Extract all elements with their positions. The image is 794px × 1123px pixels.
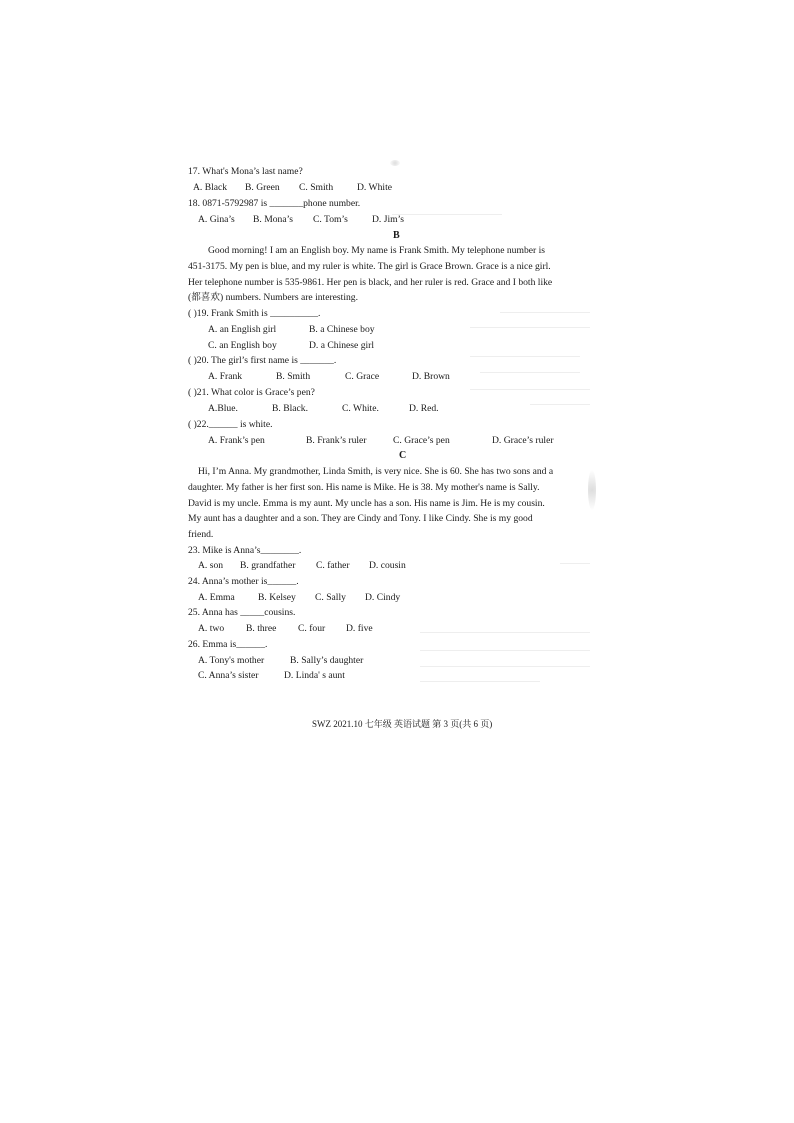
bleed-through-mark [420, 632, 590, 633]
page-footer: SWZ 2021.10 七年级 英语试题 第 3 页(共 6 页) [312, 719, 493, 729]
q18-option-c: C. Tom’s [313, 214, 348, 225]
question-23: 23. Mike is Anna’s________. [188, 545, 302, 556]
q22-option-b: B. Frank’s ruler [306, 435, 367, 446]
q19-option-a: A. an English girl [208, 324, 277, 335]
q21-option-c: C. White. [342, 403, 379, 414]
q20-option-c: C. Grace [345, 371, 380, 382]
q21-option-b: B. Black. [272, 403, 308, 414]
q26-option-a: A. Tony's mother [198, 655, 265, 666]
q24-option-b: B. Kelsey [258, 592, 296, 603]
q25-option-d: D. five [346, 623, 373, 634]
question-17: 17. What's Mona’s last name? [188, 166, 303, 177]
passage-c-line: daughter. My father is her first son. His name is Mike. He is 38. My mother's name is Sally. [188, 482, 540, 493]
bleed-through-mark [392, 214, 502, 215]
question-25: 25. Anna has _____cousins. [188, 607, 296, 618]
q18-option-d: D. Jim’s [372, 214, 404, 225]
bleed-through-mark [480, 372, 580, 373]
q26-option-d: D. Linda' s aunt [284, 670, 345, 681]
q25-option-a: A. two [198, 623, 225, 634]
q25-option-b: B. three [246, 623, 277, 634]
q23-option-a: A. son [198, 560, 224, 571]
section-c-heading: C [399, 450, 407, 461]
q20-option-a: A. Frank [208, 371, 243, 382]
q22-option-a: A. Frank’s pen [208, 435, 265, 446]
passage-b-line: 451-3175. My pen is blue, and my ruler is white. The girl is Grace Brown. Grace is a nice girl. [188, 261, 551, 272]
passage-b-line: Her telephone number is 535-9861. Her pen is black, and her ruler is red. Grace and I both like [188, 277, 553, 288]
q26-option-c: C. Anna’s sister [198, 670, 259, 681]
q26-option-b: B. Sally’s daughter [290, 655, 364, 666]
scan-smudge [390, 160, 400, 166]
question-26: 26. Emma is______. [188, 639, 268, 650]
q19-option-d: D. a Chinese girl [309, 340, 375, 351]
q22-option-c: C. Grace’s pen [393, 435, 450, 446]
passage-c-line: friend. [188, 529, 214, 540]
bleed-through-mark [530, 404, 590, 405]
bleed-through-mark [420, 666, 590, 667]
q21-option-d: D. Red. [409, 403, 439, 414]
q22-option-d: D. Grace’s ruler [492, 435, 554, 446]
q20-option-d: D. Brown [412, 371, 450, 382]
q17-option-d: D. White [357, 182, 392, 193]
bleed-through-mark [420, 681, 540, 682]
section-b-heading: B [393, 230, 400, 241]
q24-option-a: A. Emma [198, 592, 235, 603]
q23-option-d: D. cousin [369, 560, 406, 571]
q17-option-c: C. Smith [299, 182, 334, 193]
bleed-through-mark [560, 563, 590, 564]
q19-option-c: C. an English boy [208, 340, 277, 351]
q25-option-c: C. four [298, 623, 326, 634]
bleed-through-mark [500, 312, 590, 313]
bleed-through-mark [470, 356, 580, 357]
question-19: ( )19. Frank Smith is __________. [188, 308, 321, 319]
passage-c-line: Hi, I’m Anna. My grandmother, Linda Smith, is very nice. She is 60. She has two sons and a [198, 466, 554, 477]
question-24: 24. Anna’s mother is______. [188, 576, 299, 587]
q24-option-c: C. Sally [315, 592, 346, 603]
q18-option-b: B. Mona’s [253, 214, 293, 225]
passage-b-line: (都喜欢) numbers. Numbers are interesting. [188, 292, 358, 303]
question-22: ( )22.______ is white. [188, 419, 273, 430]
question-20: ( )20. The girl’s first name is _______. [188, 355, 337, 366]
bleed-through-mark [470, 389, 590, 390]
passage-c-line: David is my uncle. Emma is my aunt. My uncle has a son. His name is Jim. He is my cousin. [188, 498, 545, 509]
q19-option-b: B. a Chinese boy [309, 324, 375, 335]
bleed-through-mark [420, 650, 590, 651]
q23-option-c: C. father [316, 560, 350, 571]
passage-b-line: Good morning! I am an English boy. My name is Frank Smith. My telephone number is [208, 245, 545, 256]
q21-option-a: A.Blue. [208, 403, 238, 414]
q17-option-a: A. Black [193, 182, 228, 193]
question-18: 18. 0871-5792987 is _______phone number. [188, 198, 361, 209]
q24-option-d: D. Cindy [365, 592, 401, 603]
q17-option-b: B. Green [245, 182, 280, 193]
q23-option-b: B. grandfather [240, 560, 296, 571]
passage-c-line: My aunt has a daughter and a son. They are Cindy and Tony. I like Cindy. She is my good [188, 513, 533, 524]
q18-option-a: A. Gina’s [198, 214, 235, 225]
scan-smudge [588, 470, 596, 510]
question-21: ( )21. What color is Grace’s pen? [188, 387, 315, 398]
bleed-through-mark [470, 327, 590, 328]
q20-option-b: B. Smith [276, 371, 311, 382]
